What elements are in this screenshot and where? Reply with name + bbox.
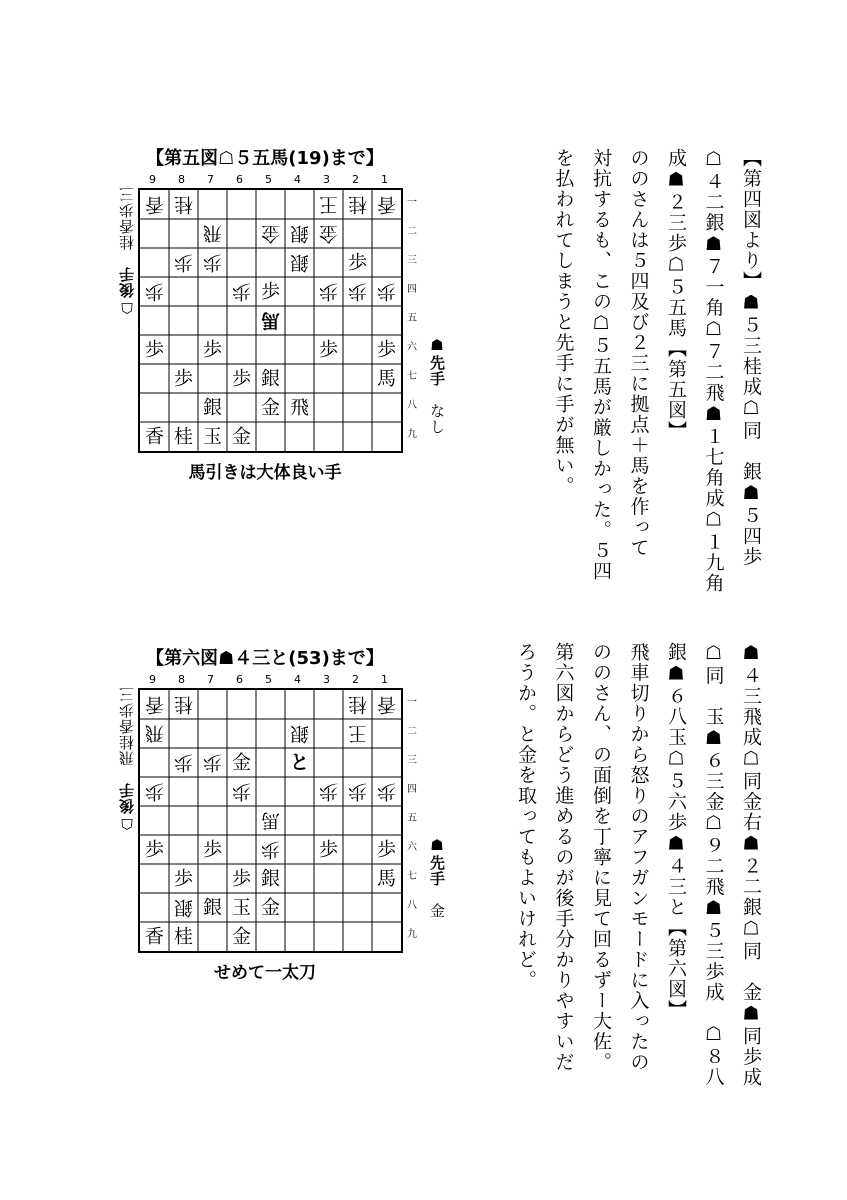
diagram-caption: せめて一太刀 [214,963,316,983]
sente-piece: 歩 [231,367,252,390]
gote-piece: 飛 [144,722,165,745]
sente-piece: と [289,751,310,774]
text-line: ☖同 玉☗６三金☖９二飛☗５三歩成 ☖８八 [702,642,725,1088]
shogi-board [138,688,403,953]
gote-piece: 馬 [260,809,281,832]
sente-piece: 歩 [202,838,223,861]
text-line: 銀☗６八玉☖５六歩☗４三と【第六図】 [665,642,687,1020]
column-label: 2 [352,173,359,186]
column-label: 7 [207,173,214,186]
gote-piece: 金 [318,222,339,245]
sente-piece: 歩 [318,838,339,861]
column-label: 7 [207,673,214,686]
gote-hand [116,686,138,833]
gote-piece: 歩 [376,780,397,803]
gote-piece: 歩 [318,780,339,803]
gote-piece: 歩 [260,838,281,861]
text-line: を払われてしまうと先手に手が無い。 [552,148,575,497]
text-line: 【第四図より】☗５三桂成☖同 銀☗５四歩 [740,148,762,567]
sente-piece: 歩 [144,838,165,861]
gote-piece: 香 [376,193,397,216]
sente-piece: 歩 [173,867,194,890]
sente-piece: 金 [231,425,252,448]
sente-label: ☗先手 [428,836,446,887]
row-label: 四 [407,284,417,295]
text-line: ののさん、の面倒を丁寧に見て回るずー大佐。 [590,642,612,1073]
column-label: 1 [381,673,388,686]
gote-piece: 歩 [347,280,368,303]
diagram-caption: 馬引きは大体良い手 [188,463,342,483]
column-label: 5 [265,673,272,686]
sente-piece: 金 [231,751,252,774]
row-labels [404,688,420,952]
gote-piece: 飛 [202,222,223,245]
sente-piece: 歩 [260,280,281,303]
column-label: 6 [236,173,243,186]
gote-piece: 馬 [260,309,281,332]
sente-hand [426,336,448,435]
sente-piece: 歩 [231,867,252,890]
sente-piece: 金 [231,925,252,948]
row-label: 九 [407,429,417,440]
gote-piece: 歩 [376,280,397,303]
sente-piece: 歩 [376,838,397,861]
row-label: 三 [407,755,417,766]
row-label: 二 [407,226,417,237]
sente-piece: 歩 [173,367,194,390]
column-label: 4 [294,673,301,686]
sente-piece: 歩 [347,251,368,274]
sente-hand [426,836,448,919]
row-label: 八 [407,400,417,411]
column-labels [138,173,402,187]
commentary-text-2 [507,642,770,1088]
column-label: 8 [178,173,185,186]
gote-piece: 歩 [173,751,194,774]
shogi-board [138,188,403,453]
gote-piece: 歩 [231,280,252,303]
gote-hand [116,186,138,317]
column-label: 8 [178,673,185,686]
sente-piece: 桂 [173,425,194,448]
gote-piece: 銀 [289,722,310,745]
text-line: ☖４二銀☗７一角☖７二飛☗１七角成☖１九角 [702,148,725,594]
sente-piece: 玉 [231,896,252,919]
row-label: 七 [407,371,417,382]
sente-piece: 馬 [376,867,397,890]
shogi-diagram-6 [110,640,446,983]
column-label: 2 [352,673,359,686]
column-labels [138,673,402,687]
row-label: 九 [407,929,417,940]
column-label: 4 [294,173,301,186]
sente-piece: 歩 [202,338,223,361]
text-line: 飛車切りから怒りのアフガンモードに入ったの [627,642,650,1073]
row-label: 六 [407,842,417,853]
text-line: 成☗２三歩☖５五馬【第五図】 [665,148,687,441]
text-line: 対抗するも、この☖５五馬が厳しかった。５四 [590,148,612,582]
text-line: 第六図からどう進めるのが後手分かりやすいだ [552,642,575,1073]
gote-piece: 桂 [347,693,368,716]
shogi-diagram-5 [110,140,446,483]
gote-piece: 銀 [173,896,194,919]
gote-piece: 香 [376,693,397,716]
sente-piece: 桂 [173,925,194,948]
board-svg [140,690,401,951]
row-label: 六 [407,342,417,353]
gote-piece: 歩 [144,780,165,803]
gote-piece: 桂 [347,193,368,216]
gote-piece: 香 [144,693,165,716]
sente-piece: 香 [144,925,165,948]
row-label: 二 [407,726,417,737]
gote-piece: 歩 [202,251,223,274]
row-label: 一 [407,697,417,708]
commentary-text-1 [544,148,769,594]
column-label: 9 [149,673,156,686]
row-label: 七 [407,871,417,882]
row-labels [404,188,420,452]
text-line: ののさんは５四及び２三に拠点＋馬を作って [627,148,650,558]
gote-hand-pieces: 飛桂香歩三 [118,686,136,766]
gote-piece: 金 [260,222,281,245]
column-label: 3 [323,173,330,186]
sente-hand-pieces: 金 [428,903,446,919]
row-label: 五 [407,813,417,824]
row-label: 四 [407,784,417,795]
column-label: 9 [149,173,156,186]
gote-piece: 王 [318,193,339,216]
gote-piece: 香 [144,193,165,216]
text-line: ☗４三飛成☖同金右☗２二銀☖同 金☗同歩成 [740,642,762,1088]
gote-piece: 歩 [202,751,223,774]
sente-piece: 玉 [202,425,223,448]
gote-piece: 王 [347,722,368,745]
gote-piece: 桂 [173,693,194,716]
sente-label: ☗先手 [428,336,446,387]
sente-piece: 金 [260,896,281,919]
gote-label: ☖後手 [118,266,136,317]
row-label: 八 [407,900,417,911]
column-label: 1 [381,173,388,186]
gote-piece: 歩 [318,280,339,303]
sente-piece: 金 [260,396,281,419]
sente-piece: 馬 [376,367,397,390]
gote-piece: 歩 [231,780,252,803]
column-label: 6 [236,673,243,686]
gote-piece: 桂 [173,193,194,216]
gote-piece: 銀 [289,251,310,274]
gote-hand-pieces: 桂香歩三 [118,186,136,250]
sente-piece: 香 [144,425,165,448]
gote-piece: 歩 [144,280,165,303]
text-line: ろうか。と金を取ってもよいけれど。 [515,642,537,991]
row-label: 三 [407,255,417,266]
column-label: 5 [265,173,272,186]
column-label: 3 [323,673,330,686]
gote-piece: 歩 [173,251,194,274]
diagram-title: 【第五図☖５五馬(19)まで】 [146,148,384,169]
sente-piece: 歩 [376,338,397,361]
sente-hand-pieces: なし [428,403,446,435]
sente-piece: 銀 [260,367,281,390]
row-label: 一 [407,197,417,208]
sente-piece: 銀 [202,396,223,419]
gote-piece: 歩 [347,780,368,803]
board-svg [140,190,401,451]
gote-piece: 銀 [289,222,310,245]
sente-piece: 銀 [202,896,223,919]
sente-piece: 飛 [289,396,310,419]
diagram-title: 【第六図☗４三と(53)まで】 [146,648,384,669]
row-label: 五 [407,313,417,324]
sente-piece: 歩 [144,338,165,361]
sente-piece: 歩 [318,338,339,361]
sente-piece: 銀 [260,867,281,890]
gote-label: ☖後手 [118,782,136,833]
